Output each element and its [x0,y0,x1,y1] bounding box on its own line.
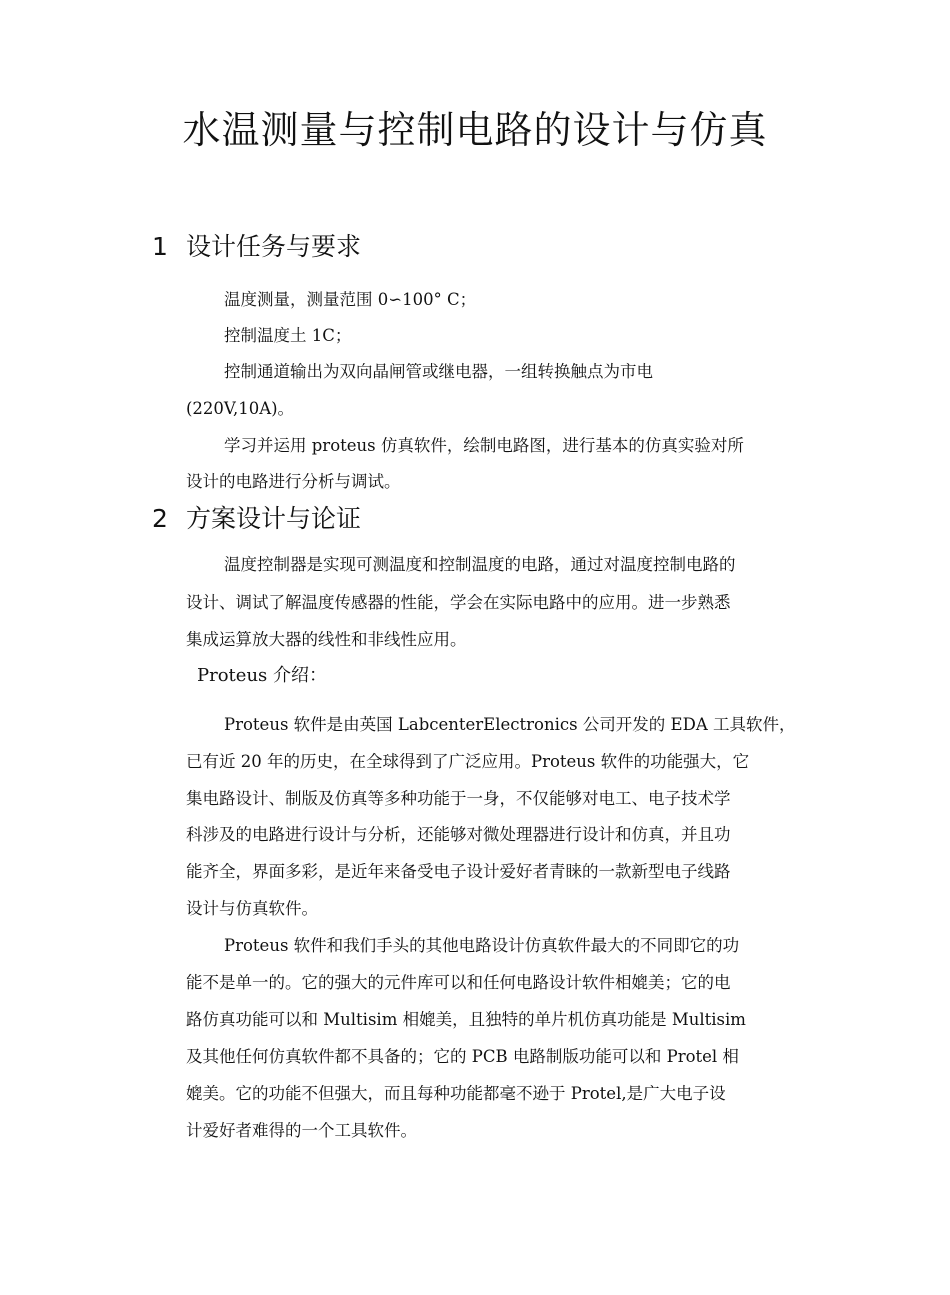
text-line: 集电路设计、制版及仿真等多种功能于一身，不仅能够对电工、电子技术学 [186,789,731,808]
text-line: 控制温度土 1C； [224,326,352,345]
section-heading-1 [152,230,361,264]
text-line: 能齐全，界面多彩，是近年来备受电子设计爱好者青睐的一款新型电子线路 [186,862,731,881]
text-line: 及其他任何仿真软件都不具备的；它的 PCB 电路制版功能可以和 Protel 相 [186,1047,739,1066]
text-line: 集成运算放大器的线性和非线性应用。 [186,630,467,649]
text-line: Proteus 软件和我们手头的其他电路设计仿真软件最大的不同即它的功 [224,936,740,955]
subsection-heading: Proteus 介绍： [197,665,327,686]
text-line: 设计的电路进行分析与调试。 [186,472,401,491]
text-line: 科涉及的电路进行设计与分析，还能够对微处理器进行设计和仿真，并且功 [186,825,731,844]
section-number: 1 [152,232,168,261]
text-line: 媲美。它的功能不但强大，而且每种功能都毫不逊于 Protel,是广大电子设 [186,1084,726,1103]
section-heading-2 [152,502,361,536]
text-line: 温度测量，测量范围 0∽100° C； [224,290,477,309]
text-line: 学习并运用 proteus 仿真软件，绘制电路图，进行基本的仿真实验对所 [224,436,744,455]
text-line: 设计、调试了解温度传感器的性能，学会在实际电路中的应用。进一步熟悉 [186,593,731,612]
section-number: 2 [152,504,168,533]
text-line: 设计与仿真软件。 [186,899,318,918]
section-title: 设计任务与要求 [186,232,362,261]
document-title: 水温测量与控制电路的设计与仿真 [182,108,768,152]
text-line: 路仿真功能可以和 Multisim 相媲美，且独特的单片机仿真功能是 Multisim [186,1010,746,1029]
text-line: 已有近 20 年的历史，在全球得到了广泛应用。Proteus 软件的功能强大，它 [186,752,750,771]
text-line: Proteus 软件是由英国 LabcenterElectronics 公司开发的 EDA 工具软件， [224,715,796,734]
text-line: 温度控制器是实现可测温度和控制温度的电路，通过对温度控制电路的 [224,555,736,574]
text-line: 计爱好者难得的一个工具软件。 [186,1121,417,1140]
text-line: 控制通道输出为双向晶闸管或继电器，一组转换触点为市电 [224,362,653,381]
section-title: 方案设计与论证 [186,504,362,533]
text-line: (220V,10A)。 [186,399,295,418]
text-line: 能不是单一的。它的强大的元件库可以和任何电路设计软件相媲美；它的电 [186,973,731,992]
